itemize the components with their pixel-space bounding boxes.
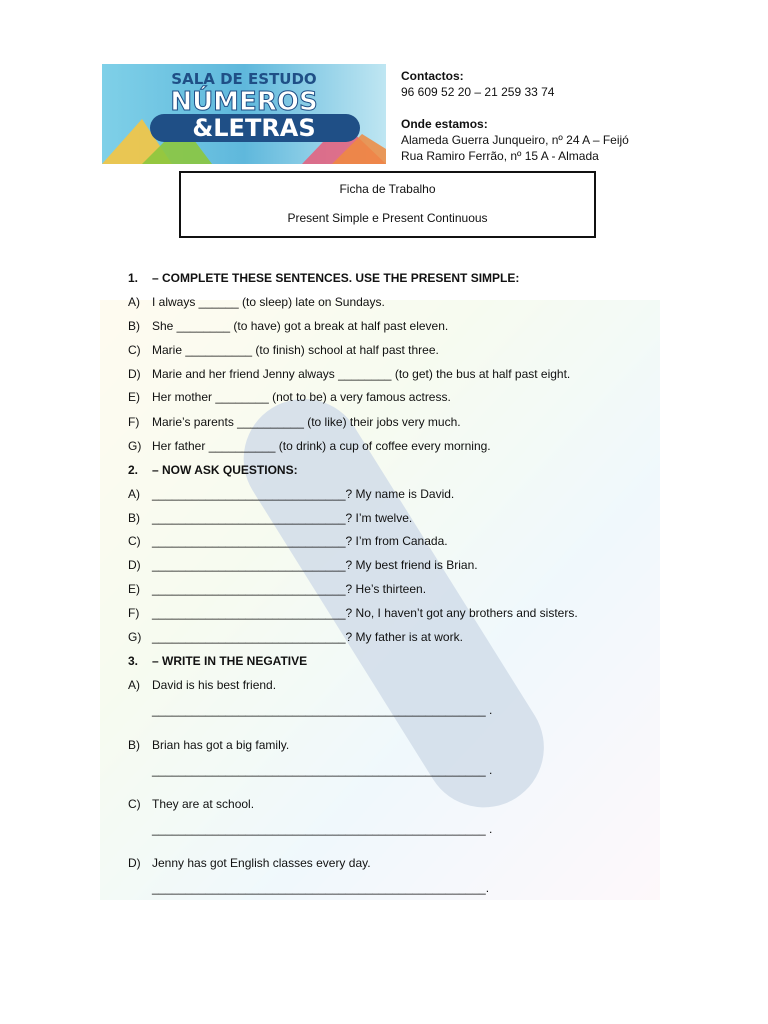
item-label: D) — [128, 558, 141, 572]
section-title: – COMPLETE THESE SENTENCES. USE THE PRESENT SIMPLE: — [152, 271, 520, 285]
contacts-label: Contactos: — [401, 69, 464, 83]
school-logo — [102, 64, 386, 164]
logo-text-line1: SALA DE ESTUDO — [171, 70, 317, 88]
section-number: 3. — [128, 654, 139, 668]
section-title: – NOW ASK QUESTIONS: — [152, 463, 298, 477]
item-label: C) — [128, 534, 141, 548]
item-text: _____________________________? I’m from Canada. — [152, 534, 448, 548]
answer-blank: __________________________________________________ . — [152, 763, 493, 777]
worksheet-title: Ficha de Trabalho — [339, 182, 436, 196]
section-number: 1. — [128, 271, 139, 285]
item-label: F) — [128, 606, 140, 620]
item-text: David is his best friend. — [152, 678, 277, 692]
item-text: Marie and her friend Jenny always ________ (to get) the bus at half past eight. — [152, 367, 571, 381]
item-text: Her father __________ (to drink) a cup of coffee every morning. — [152, 439, 491, 453]
item-text: Brian has got a big family. — [152, 738, 290, 752]
item-label: A) — [128, 487, 140, 501]
item-text: _____________________________? He’s thirteen. — [152, 582, 427, 596]
item-label: D) — [128, 367, 141, 381]
item-text: _____________________________? No, I haven’t got any brothers and sisters. — [152, 606, 578, 620]
item-text: They are at school. — [152, 797, 255, 811]
item-label: C) — [128, 343, 141, 357]
worksheet-title-box — [179, 171, 596, 238]
item-label: E) — [128, 390, 140, 404]
item-label: B) — [128, 319, 140, 333]
item-label: B) — [128, 511, 140, 525]
item-label: A) — [128, 295, 140, 309]
item-label: B) — [128, 738, 140, 752]
item-text: She ________ (to have) got a break at half past eleven. — [152, 319, 449, 333]
item-label: G) — [128, 439, 142, 453]
answer-blank: __________________________________________________ . — [152, 822, 493, 836]
logo-text-line3: &LETRAS — [192, 114, 316, 142]
item-text: _____________________________? My best friend is Brian. — [152, 558, 478, 572]
item-text: I always ______ (to sleep) late on Sundays. — [152, 295, 385, 309]
location-label: Onde estamos: — [401, 117, 488, 131]
item-text: Jenny has got English classes every day. — [152, 856, 371, 870]
item-text: Marie __________ (to finish) school at half past three. — [152, 343, 439, 357]
item-label: C) — [128, 797, 141, 811]
address-line-1: Alameda Guerra Junqueiro, nº 24 A – Feijó — [401, 133, 629, 147]
item-text: _____________________________? My father is at work. — [152, 630, 463, 644]
contact-info — [401, 68, 629, 164]
item-text: Her mother ________ (not to be) a very famous actress. — [152, 390, 451, 404]
item-label: E) — [128, 582, 140, 596]
answer-blank: __________________________________________________. — [152, 881, 490, 895]
item-text: Marie’s parents __________ (to like) their jobs very much. — [152, 415, 461, 429]
section-title: – WRITE IN THE NEGATIVE — [152, 654, 308, 668]
logo-text-line2: NÚMEROS — [170, 87, 318, 117]
worksheet-subtitle: Present Simple e Present Continuous — [287, 211, 488, 225]
item-label: D) — [128, 856, 141, 870]
item-label: F) — [128, 415, 140, 429]
address-line-2: Rua Ramiro Ferrão, nº 15 A - Almada — [401, 149, 599, 163]
section-number: 2. — [128, 463, 139, 477]
item-text: _____________________________? I’m twelve. — [152, 511, 413, 525]
answer-blank: __________________________________________________ . — [152, 703, 493, 717]
item-label: A) — [128, 678, 140, 692]
phone-numbers: 96 609 52 20 – 21 259 33 74 — [401, 85, 555, 99]
item-label: G) — [128, 630, 142, 644]
item-text: _____________________________? My name is David. — [152, 487, 455, 501]
